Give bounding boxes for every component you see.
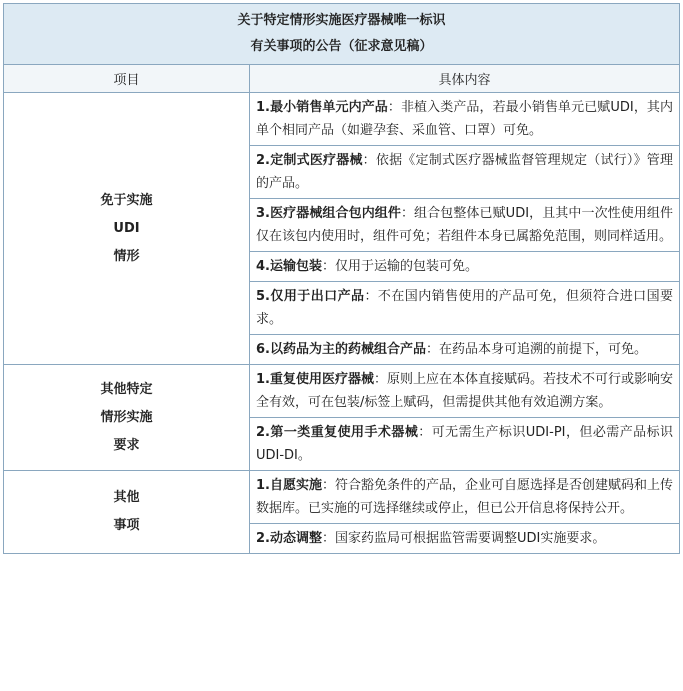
category-line: 情形 xyxy=(113,248,140,264)
table-title xyxy=(4,4,680,65)
item-title: 6.以药品为主的药械组合产品 xyxy=(256,342,426,357)
item-cell xyxy=(250,524,680,554)
item-text: ：在药品本身可追溯的前提下，可免。 xyxy=(425,342,647,357)
item-title: 1.最小销售单元内产品 xyxy=(256,100,388,115)
item-text: ：国家药监局可根据监管需要调整UDI实施要求。 xyxy=(321,531,606,546)
item-text: ：仅用于运输的包装可免。 xyxy=(321,259,478,274)
header-project: 项目 xyxy=(4,65,250,93)
table-row xyxy=(4,471,680,524)
item-cell xyxy=(250,252,680,282)
item-title: 3.医疗器械组合包内组件 xyxy=(256,206,401,221)
announcement-table xyxy=(3,3,680,554)
category-special-requirements xyxy=(4,365,250,471)
item-title: 2.第一类重复使用手术器械 xyxy=(256,425,419,440)
category-line: 情形实施 xyxy=(100,409,153,425)
item-title: 1.自愿实施 xyxy=(256,478,322,493)
item-cell xyxy=(250,418,680,471)
item-cell xyxy=(250,471,680,524)
header-content: 具体内容 xyxy=(250,65,680,93)
item-text: ：不在国内销售使用的产品可免，但须符合进口国要求。 xyxy=(256,289,674,327)
item-title: 4.运输包装 xyxy=(256,259,322,274)
category-line: UDI xyxy=(113,220,140,236)
item-title: 1.重复使用医疗器械 xyxy=(256,372,374,387)
item-text: ：原则上应在本体直接赋码。若技术不可行或影响安全有效，可在包装/标签上赋码，但需提供其他有效追溯方案。 xyxy=(256,372,674,410)
category-line: 要求 xyxy=(113,437,140,453)
item-title: 2.动态调整 xyxy=(256,531,322,546)
category-line: 其他特定 xyxy=(100,381,153,397)
item-title: 2.定制式医疗器械 xyxy=(256,153,363,168)
category-line: 其他 xyxy=(113,490,140,505)
title-line-2: 有关事项的公告（征求意见稿） xyxy=(250,39,433,54)
table-row xyxy=(4,93,680,146)
item-cell xyxy=(250,93,680,146)
item-text: ：组合包整体已赋UDI，且其中一次性使用组件仅在该包内使用时，组件可免；若组件本身已属豁免范围，则同样适用。 xyxy=(256,206,674,244)
category-line: 事项 xyxy=(113,518,140,533)
item-text: ：依据《定制式医疗器械监督管理规定（试行）》管理的产品。 xyxy=(256,153,674,191)
item-title: 5.仅用于出口产品 xyxy=(256,289,365,304)
category-other-matters xyxy=(4,471,250,554)
item-cell xyxy=(250,365,680,418)
title-line-1: 关于特定情形实施医疗器械唯一标识 xyxy=(237,13,446,28)
item-text: ：符合豁免条件的产品，企业可自愿选择是否创建赋码和上传数据库。已实施的可选择继续或停止，但已公开信息将保持公开。 xyxy=(256,478,674,516)
item-text: ：可无需生产标识UDI-PI，但必需产品标识UDI-DI。 xyxy=(256,425,674,463)
item-cell xyxy=(250,335,680,365)
category-line: 免于实施 xyxy=(100,192,153,208)
item-text: ：非植入类产品，若最小销售单元已赋UDI，其内单个相同产品（如避孕套、采血管、口罩）可免。 xyxy=(256,100,674,138)
category-exemption xyxy=(4,93,250,365)
table-row xyxy=(4,365,680,418)
item-cell xyxy=(250,199,680,252)
item-cell xyxy=(250,146,680,199)
item-cell xyxy=(250,282,680,335)
